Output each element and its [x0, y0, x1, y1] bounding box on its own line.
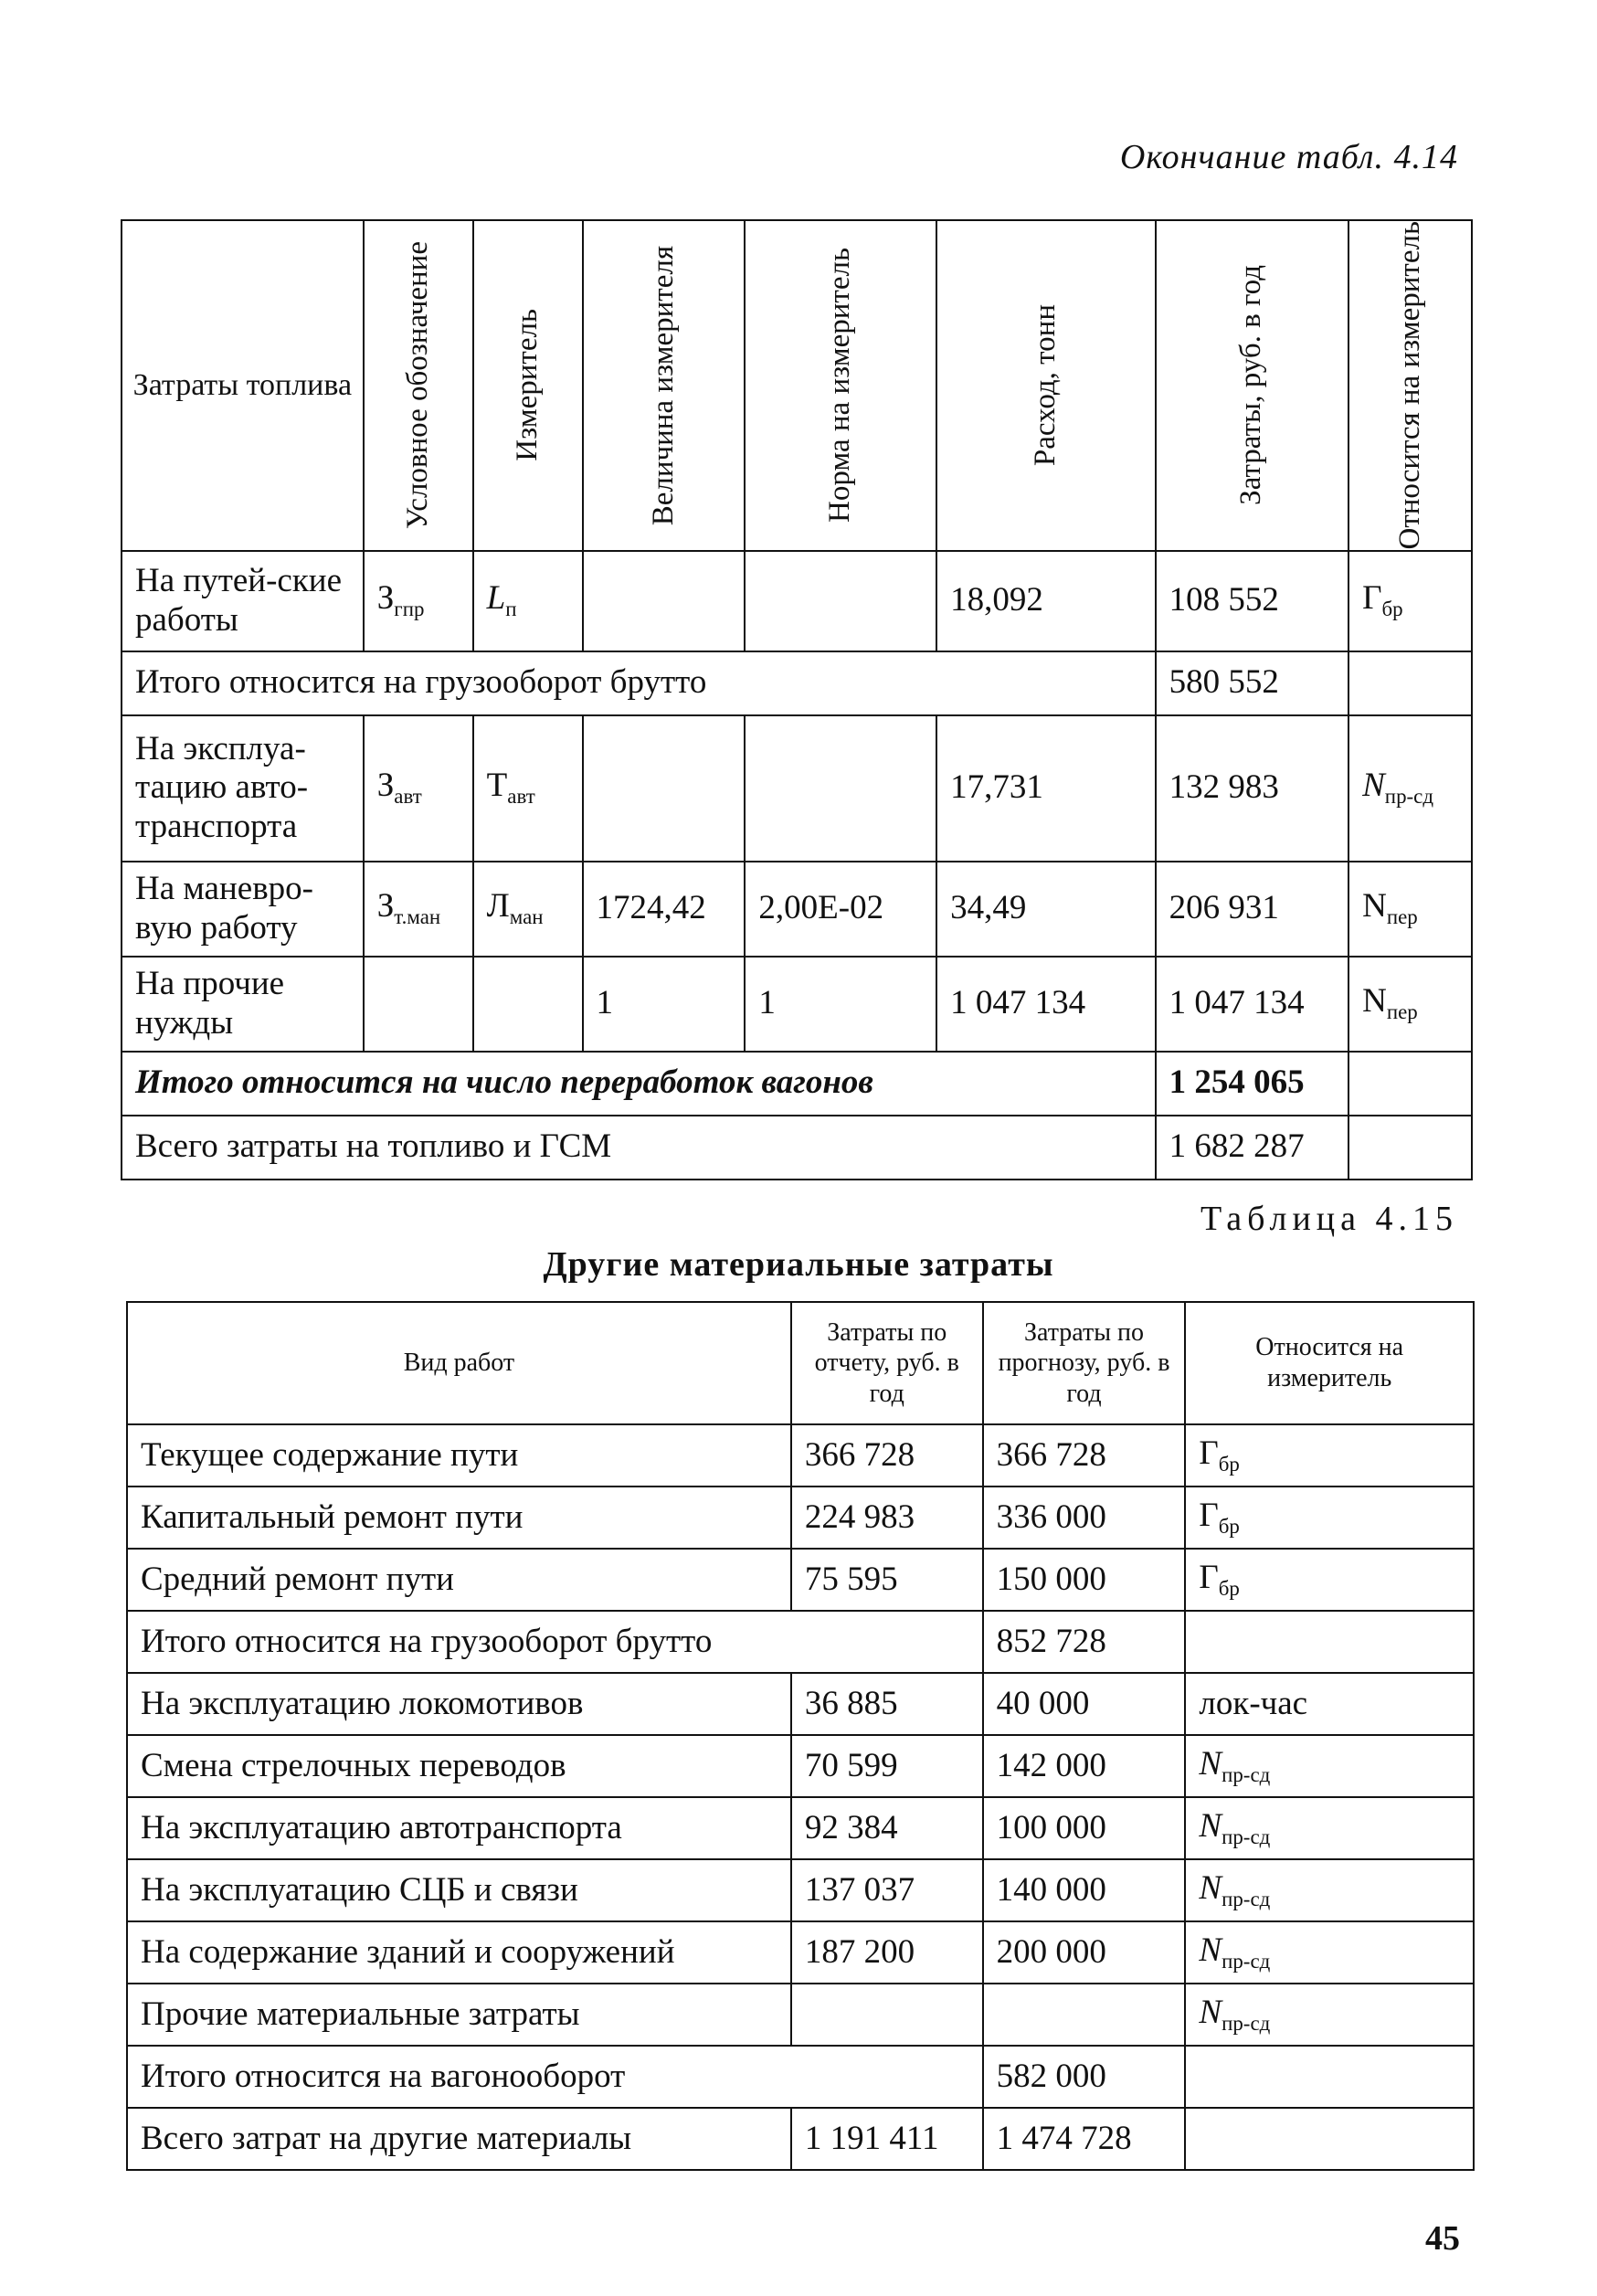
cell: [1348, 651, 1472, 715]
cell: $Л_{ман}$: [473, 862, 583, 957]
cell: 1724,42: [583, 862, 746, 957]
cell: 187 200: [791, 1921, 983, 1984]
column-header: Измеритель: [473, 220, 583, 551]
cell: [1185, 2046, 1474, 2108]
cell: Всего затрат на другие материалы: [127, 2108, 791, 2170]
column-header: Затраты по прогнозу, руб. в год: [983, 1302, 1186, 1424]
cell: 1 474 728: [983, 2108, 1186, 2170]
cell: $L_п$: [473, 551, 583, 651]
cell: 852 728: [983, 1611, 1186, 1673]
cell: 75 595: [791, 1549, 983, 1611]
cell: [473, 957, 583, 1052]
cell: [583, 551, 746, 651]
column-header: Затраты по отчету, руб. в год: [791, 1302, 983, 1424]
cell: Итого относится на вагонооборот: [127, 2046, 983, 2108]
table-row: [122, 551, 1472, 651]
cell: 142 000: [983, 1735, 1186, 1797]
column-header: Норма на измеритель: [745, 220, 936, 551]
cell: $N_{пр-сд}$: [1348, 715, 1472, 862]
table-row: [127, 1797, 1474, 1859]
cell: $Г_{бр}$: [1185, 1487, 1474, 1549]
cell: $N_{пер}$: [1348, 862, 1472, 957]
column-header: Расход, тонн: [936, 220, 1156, 551]
column-header: Вид работ: [127, 1302, 791, 1424]
cell: 1 047 134: [1156, 957, 1348, 1052]
cell: $Г_{бр}$: [1185, 1549, 1474, 1611]
cell: [983, 1984, 1186, 2046]
cell: $Т_{авт}$: [473, 715, 583, 862]
cell: [745, 715, 936, 862]
cell: $N_{пр-сд}$: [1185, 1797, 1474, 1859]
cell: [583, 715, 746, 862]
cell: 582 000: [983, 2046, 1186, 2108]
table-caption: Таблица 4.15: [1200, 1200, 1458, 1238]
cell: Прочие материальные затраты: [127, 1984, 791, 2046]
subtotal-row: [122, 651, 1472, 715]
cell: лок-час: [1185, 1673, 1474, 1735]
cell: На эксплуатацию локомотивов: [127, 1673, 791, 1735]
cell: Смена стрелочных переводов: [127, 1735, 791, 1797]
table-header-row: [127, 1302, 1474, 1424]
cell: $N_{пер}$: [1348, 957, 1472, 1052]
table-row: [127, 1984, 1474, 2046]
column-header: Затраты, руб. в год: [1156, 220, 1348, 551]
cell: 200 000: [983, 1921, 1186, 1984]
table-row: [127, 1487, 1474, 1549]
cell: 150 000: [983, 1549, 1186, 1611]
cell: На содержание зданий и сооружений: [127, 1921, 791, 1984]
cell: 36 885: [791, 1673, 983, 1735]
cell: $N_{пр-сд}$: [1185, 1859, 1474, 1921]
cell: [1348, 1052, 1472, 1116]
cell: $Г_{бр}$: [1348, 551, 1472, 651]
cell: $З_{гпр}$: [364, 551, 473, 651]
total-row: [122, 1116, 1472, 1180]
cell: 18,092: [936, 551, 1156, 651]
table-row: [127, 1424, 1474, 1487]
cell: 1: [583, 957, 746, 1052]
cell: 1: [745, 957, 936, 1052]
cell: Текущее содержание пути: [127, 1424, 791, 1487]
cell: 206 931: [1156, 862, 1348, 957]
table-row: [127, 1549, 1474, 1611]
cell: [1348, 1116, 1472, 1180]
column-header: Затраты топлива: [122, 220, 364, 551]
cell: $Г_{бр}$: [1185, 1424, 1474, 1487]
cell: $N_{пр-сд}$: [1185, 1921, 1474, 1984]
cell: 2,00E-02: [745, 862, 936, 957]
cell: [1185, 1611, 1474, 1673]
cell: 132 983: [1156, 715, 1348, 862]
table-row: [127, 1921, 1474, 1984]
subtotal-row: [122, 1052, 1472, 1116]
continuation-label: Окончание табл. 4.14: [1119, 138, 1458, 176]
cell: 17,731: [936, 715, 1156, 862]
cell: На маневро-вую работу: [122, 862, 364, 957]
cell: [791, 1984, 983, 2046]
table-header-row: [122, 220, 1472, 551]
cell: 108 552: [1156, 551, 1348, 651]
cell: Всего затраты на топливо и ГСМ: [122, 1116, 1156, 1180]
table-row: [127, 1859, 1474, 1921]
cell: 366 728: [791, 1424, 983, 1487]
cell: Итого относится на грузооборот брутто: [122, 651, 1156, 715]
cell: 1 047 134: [936, 957, 1156, 1052]
column-header: Относится на измеритель: [1185, 1302, 1474, 1424]
cell: Средний ремонт пути: [127, 1549, 791, 1611]
cell: 336 000: [983, 1487, 1186, 1549]
cell: 34,49: [936, 862, 1156, 957]
cell: $N_{пр-сд}$: [1185, 1735, 1474, 1797]
cell: На прочие нужды: [122, 957, 364, 1052]
cell: На путей-ские работы: [122, 551, 364, 651]
cell: 40 000: [983, 1673, 1186, 1735]
cell: На эксплуатацию СЦБ и связи: [127, 1859, 791, 1921]
cell: 1 254 065: [1156, 1052, 1348, 1116]
table-row: [122, 957, 1472, 1052]
fuel-costs-table: [121, 219, 1473, 1180]
table-row: [122, 862, 1472, 957]
cell: $N_{пр-сд}$: [1185, 1984, 1474, 2046]
cell: $З_{т.ман}$: [364, 862, 473, 957]
table-row: [127, 1673, 1474, 1735]
cell: [364, 957, 473, 1052]
subtotal-row: [127, 2046, 1474, 2108]
table-row: [127, 1735, 1474, 1797]
cell: Итого относится на грузооборот брутто: [127, 1611, 983, 1673]
cell: На эксплуа-тацию авто-транспорта: [122, 715, 364, 862]
cell: 100 000: [983, 1797, 1186, 1859]
cell: 137 037: [791, 1859, 983, 1921]
column-header: Относится на измеритель: [1348, 220, 1472, 551]
column-header: Величина измерителя: [583, 220, 746, 551]
cell: 140 000: [983, 1859, 1186, 1921]
total-row: [127, 2108, 1474, 2170]
table-row: [122, 715, 1472, 862]
cell: На эксплуатацию автотранспорта: [127, 1797, 791, 1859]
cell: [745, 551, 936, 651]
subtotal-row: [127, 1611, 1474, 1673]
cell: 224 983: [791, 1487, 983, 1549]
table-title: Другие материальные затраты: [543, 1245, 1054, 1284]
cell: Капитальный ремонт пути: [127, 1487, 791, 1549]
cell: [1185, 2108, 1474, 2170]
cell: 1 191 411: [791, 2108, 983, 2170]
cell: 1 682 287: [1156, 1116, 1348, 1180]
cell: 92 384: [791, 1797, 983, 1859]
cell: Итого относится на число переработок вагонов: [122, 1052, 1156, 1116]
cell: 366 728: [983, 1424, 1186, 1487]
other-material-costs-table: [126, 1301, 1475, 2171]
cell: 580 552: [1156, 651, 1348, 715]
cell: $З_{авт}$: [364, 715, 473, 862]
page-number: 45: [1425, 2219, 1460, 2258]
cell: 70 599: [791, 1735, 983, 1797]
column-header: Условное обозначение: [364, 220, 473, 551]
